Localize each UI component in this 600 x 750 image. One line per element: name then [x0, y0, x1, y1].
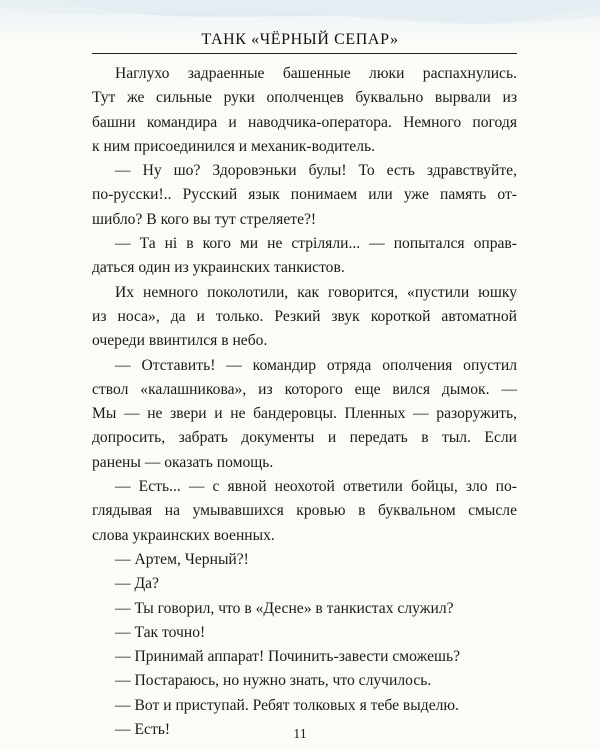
- text-line: — Отставить! — командир отряда ополчения опустил: [115, 356, 517, 374]
- page-number: 11: [293, 727, 307, 742]
- text-line: Наглухо задраенные башенные люки распахнулись.: [115, 65, 517, 82]
- text-line: Их немного поколотили, как говорится, «пустили юшку: [115, 283, 517, 301]
- text-line: к ним присоединился и механик-водитель.: [92, 137, 375, 155]
- text-line: Тут же сильные руки ополченцев буквально вырвали из: [92, 89, 517, 107]
- text-line: ранены — оказать помощь.: [92, 453, 274, 471]
- text-line: глядывая на умывавшихся кровью в буквальном смысле: [92, 502, 517, 520]
- text-line: по-русски!.. Русский язык понимаем или уже память от-: [92, 186, 517, 204]
- running-head: ТАНК «ЧЁРНЫЙ СЕПАР»: [201, 31, 399, 48]
- text-line: — Та ні в кого ми не стріляли... — попытался оправ-: [115, 235, 517, 253]
- dialogue-line: — Есть!: [115, 721, 171, 739]
- text-line: из носа», да и только. Резкий звук короткой автоматной: [92, 307, 517, 325]
- dialogue-line: — Постараюсь, но нужно знать, что случилось.: [115, 672, 432, 690]
- dialogue-line: — Так точно!: [115, 623, 206, 641]
- text-line: Мы — не звери и не бандеровцы. Пленных — разоружить,: [92, 405, 517, 423]
- text-line: очереди ввинтился в небо.: [92, 332, 268, 350]
- text-line: — Есть... — с явной неохотой ответили бойцы, зло по-: [115, 478, 517, 496]
- text-line: шибло? В кого вы тут стреляете?!: [92, 210, 317, 228]
- text-line: слова украинских военных.: [92, 526, 275, 544]
- text-line: — Ну шо? Здоровэньки булы! То есть здравствуйте,: [115, 162, 517, 180]
- body-text: [92, 62, 517, 742]
- dialogue-line: — Артем, Черный?!: [115, 550, 249, 568]
- header-rule: [92, 53, 517, 54]
- text-line: башни командира и наводчика-оператора. Немного погодя: [92, 113, 517, 131]
- dialogue-line: — Ты говорил, что в «Десне» в танкистах служил?: [115, 599, 454, 617]
- text-line: даться один из украинских танкистов.: [92, 259, 345, 277]
- dialogue-line: — Принимай аппарат! Починить-завести сможешь?: [115, 648, 461, 666]
- dialogue-line: — Вот и приступай. Ребят толковых я тебе выделю.: [115, 696, 459, 714]
- text-line: ствол «калашникова», из которого еще вился дымок. —: [92, 380, 517, 398]
- dialogue-line: — Да?: [115, 575, 159, 593]
- text-line: допросить, забрать документы и передать в тыл. Если: [92, 429, 517, 447]
